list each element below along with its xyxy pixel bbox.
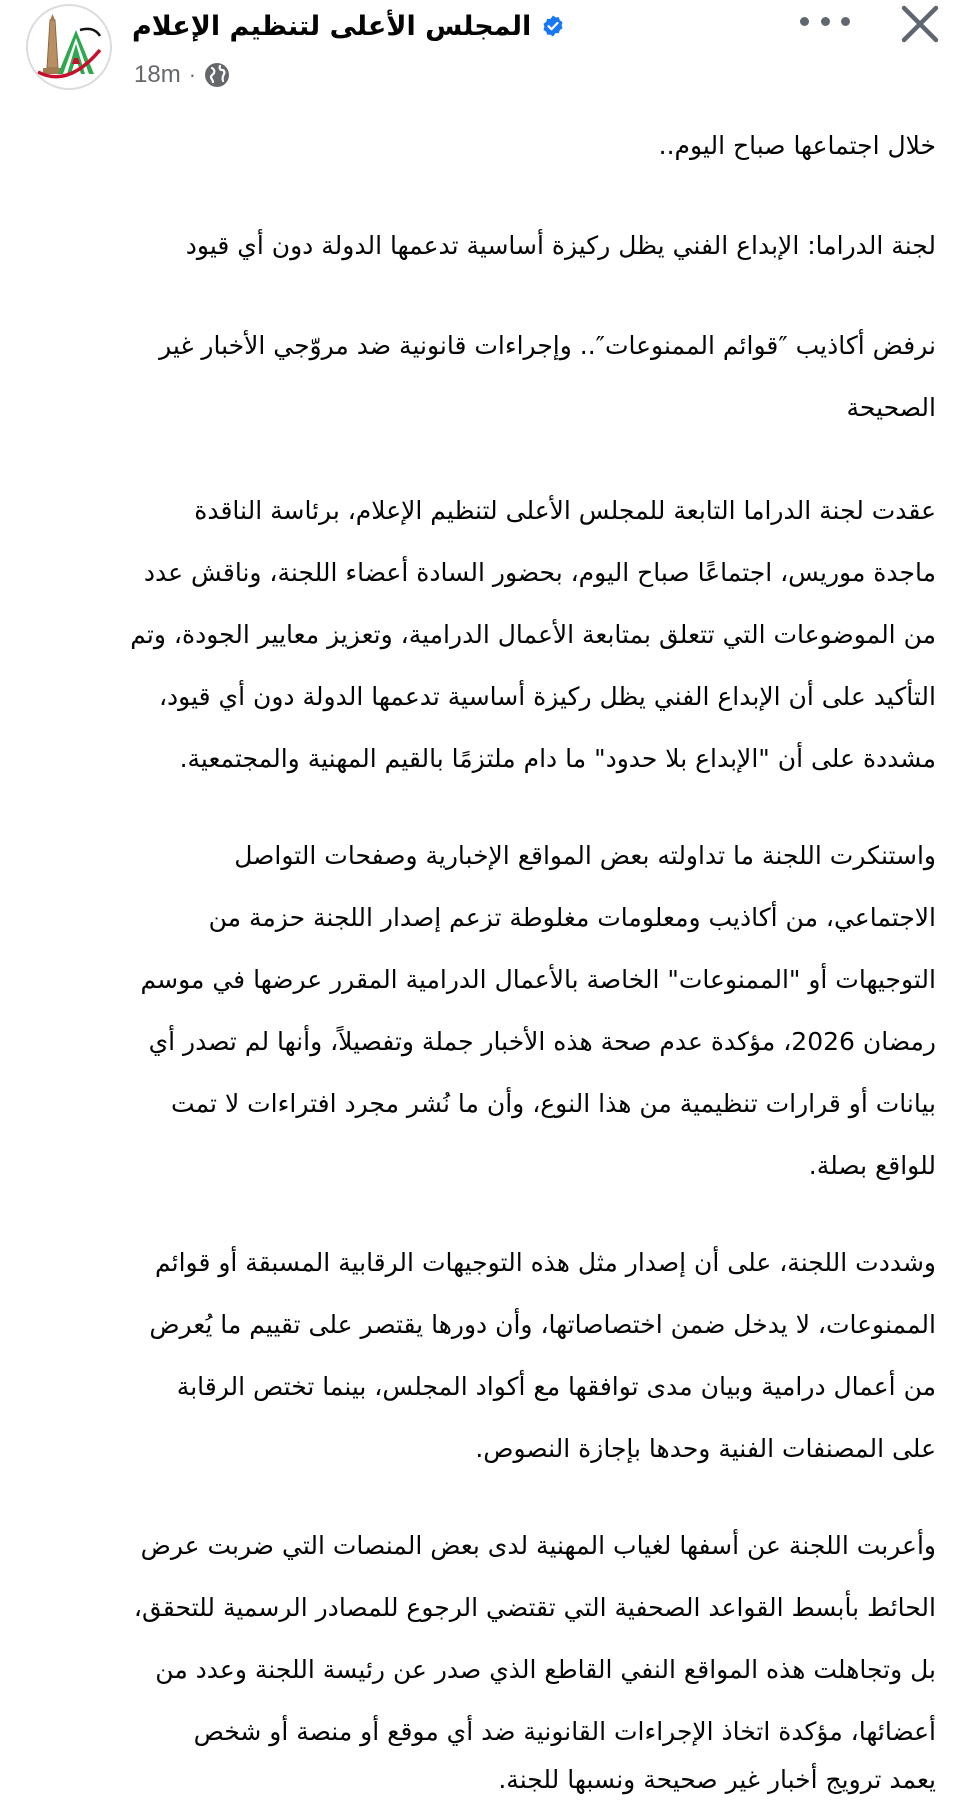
post-line: وأعربت اللجنة عن أسفها لغياب المهنية لدى بعض المنصات التي ضربت عرض bbox=[140, 1531, 936, 1560]
close-icon bbox=[900, 4, 940, 44]
post-line: رمضان 2026، مؤكدة عدم صحة هذه الأخبار جملة وتفصيلاً، وأنها لم تصدر أي bbox=[148, 1027, 936, 1056]
close-button[interactable] bbox=[900, 4, 940, 44]
post-meta bbox=[134, 60, 230, 90]
more-dot bbox=[841, 17, 850, 26]
page-avatar[interactable] bbox=[26, 4, 112, 90]
post-line: مشددة على أن "الإبداع بلا حدود" ما دام ملتزمًا بالقيم المهنية والمجتمعية. bbox=[179, 744, 936, 773]
globe-icon bbox=[204, 62, 230, 88]
post-line: التوجيهات أو "الممنوعات" الخاصة بالأعمال الدرامية المقرر عرضها في موسم bbox=[140, 965, 936, 994]
page-name-row bbox=[132, 2, 565, 50]
post-header bbox=[0, 0, 964, 110]
post-line: أعضائها، مؤكدة اتخاذ الإجراءات القانونية ضد أي موقع أو منصة أو شخص bbox=[193, 1717, 936, 1746]
post-line: بل وتجاهلت هذه المواقع النفي القاطع الذي صدر عن رئيسة اللجنة وعدد من bbox=[155, 1655, 936, 1684]
post-line: واستنكرت اللجنة ما تداولته بعض المواقع الإخبارية وصفحات التواصل bbox=[234, 841, 936, 870]
post-line: يعمد ترويج أخبار غير صحيحة ونسبها للجنة. bbox=[498, 1765, 936, 1794]
post-line: لجنة الدراما: الإبداع الفني يظل ركيزة أساسية تدعمها الدولة دون أي قيود bbox=[185, 231, 936, 260]
post-line: التأكيد على أن الإبداع الفني يظل ركيزة أساسية تدعمها الدولة دون أي قيود، bbox=[158, 682, 936, 711]
more-options-button[interactable] bbox=[800, 8, 850, 34]
more-dot bbox=[821, 17, 830, 26]
post-line: على المصنفات الفنية وحدها بإجازة النصوص. bbox=[475, 1434, 936, 1463]
post-line: الممنوعات، لا يدخل ضمن اختصاصاتها، وأن دورها يقتصر على تقييم ما يُعرض bbox=[149, 1310, 936, 1339]
post-line: الاجتماعي، من أكاذيب ومعلومات مغلوطة تزعم إصدار اللجنة حزمة من bbox=[208, 903, 936, 932]
post-line: نرفض أكاذيب ″قوائم الممنوعات″.. وإجراءات قانونية ضد مروّجي الأخبار غير bbox=[159, 331, 936, 360]
meta-separator: · bbox=[188, 62, 197, 87]
post-line: بيانات أو قرارات تنظيمية من هذا النوع، وأن ما نُشر مجرد افتراءات لا تمت bbox=[171, 1089, 936, 1118]
post-line: الصحيحة bbox=[846, 393, 936, 422]
post-line: للواقع بصلة. bbox=[808, 1151, 936, 1180]
post-line: ماجدة موريس، اجتماعًا صباح اليوم، بحضور السادة أعضاء اللجنة، وناقش عدد bbox=[143, 558, 936, 587]
post-line: من الموضوعات التي تتعلق بمتابعة الأعمال الدرامية، وتعزيز معايير الجودة، وتم bbox=[130, 620, 936, 649]
post-line: الحائط بأبسط القواعد الصحفية التي تقتضي الرجوع للمصادر الرسمية للتحقق، bbox=[133, 1593, 936, 1622]
post-line: وشددت اللجنة، على أن إصدار مثل هذه التوجيهات الرقابية المسبقة أو قوائم bbox=[154, 1248, 936, 1277]
verified-badge-icon bbox=[541, 14, 565, 38]
post-line: من أعمال درامية وبيان مدى توافقها مع أكواد المجلس، بينما تختص الرقابة bbox=[176, 1372, 936, 1401]
more-dot bbox=[800, 17, 809, 26]
page-name-link[interactable]: المجلس الأعلى لتنظيم الإعلام bbox=[132, 10, 532, 42]
post-line: خلال اجتماعها صباح اليوم.. bbox=[658, 131, 936, 160]
post-line: عقدت لجنة الدراما التابعة للمجلس الأعلى لتنظيم الإعلام، برئاسة الناقدة bbox=[194, 496, 936, 525]
page-logo-icon bbox=[28, 6, 110, 88]
post-timestamp[interactable]: 18m bbox=[134, 61, 181, 88]
